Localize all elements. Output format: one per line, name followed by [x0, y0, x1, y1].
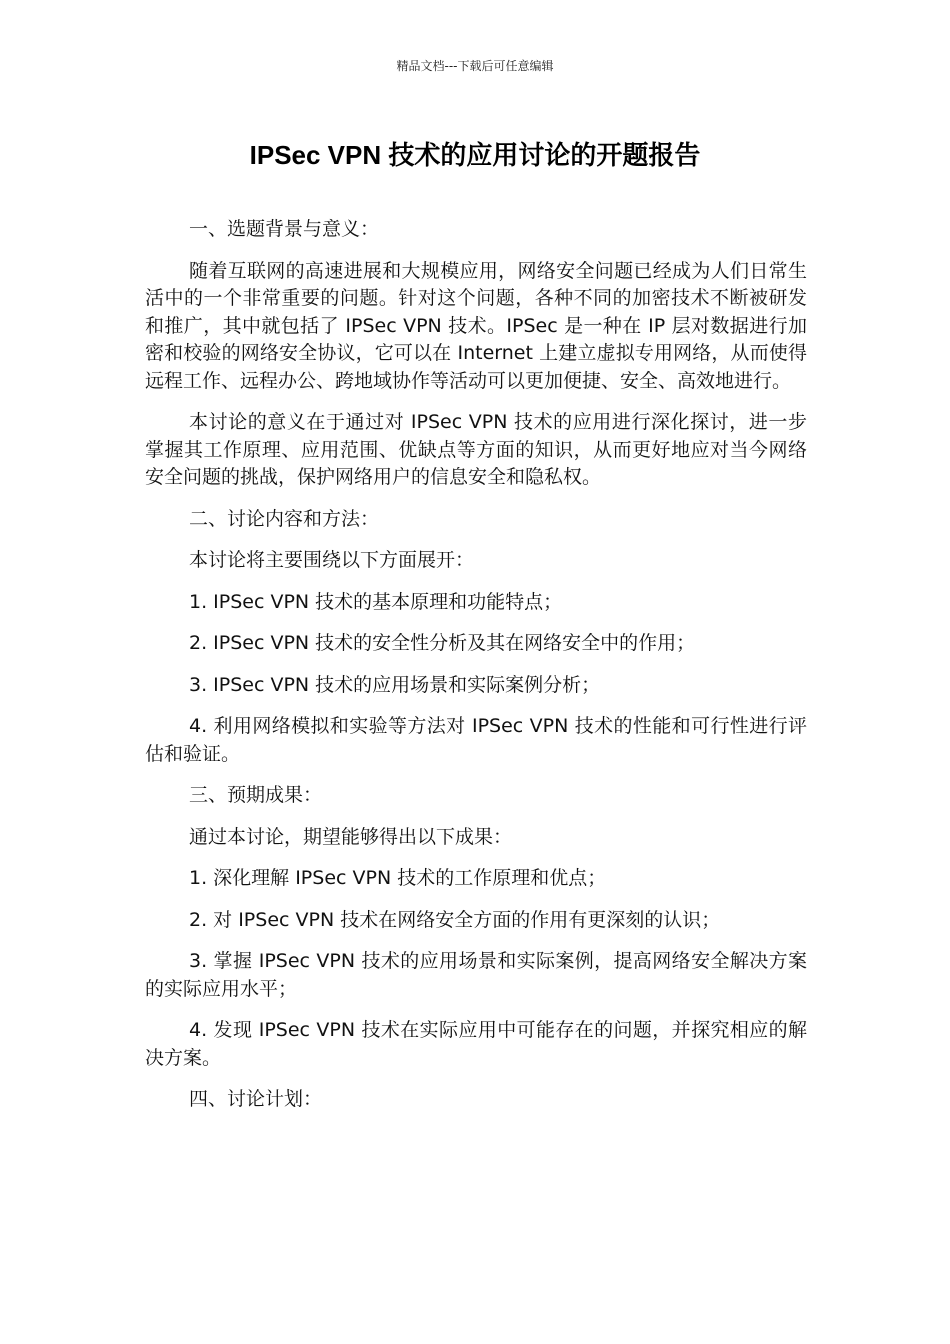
list-item-content-3: 3. IPSec VPN 技术的应用场景和实际案例分析； [189, 673, 601, 696]
list-item-content-1: 1. IPSec VPN 技术的基本原理和功能特点； [189, 590, 563, 613]
list-item-results-2: 2. 对 IPSec VPN 技术在网络安全方面的作用有更深刻的认识； [189, 908, 721, 931]
document-body [145, 216, 807, 1128]
paragraph-significance: 本讨论的意义在于通过对 IPSec VPN 技术的应用进行深化探讨，进一步掌握其工作原理、应用范围、优缺点等方面的知识，从而更好地应对当今网络安全问题的挑战，保护网络用户的信息安全和隐私权。 [145, 411, 807, 488]
list-item-results-1: 1. 深化理解 IPSec VPN 技术的工作原理和优点； [189, 867, 607, 889]
header-note: 精品文档---下载后可任意编辑 [396, 59, 554, 73]
section-heading-expected-results: 三、预期成果： [189, 784, 323, 806]
paragraph-background: 随着互联网的高速进展和大规模应用，网络安全问题已经成为人们日常生活中的一个非常重要的问题。针对这个问题，各种不同的加密技术不断被研发和推广，其中就包括了 IPSec VPN 技术。IPSec 是一种在 IP 层对数据进行加密和校验的网络安全协议，它可以在 Internet 上建立虚拟专用网络，从而使得远程工作、远程办公、跨地域协作等活动可以更加便捷、安全、高效地进行。 [145, 259, 807, 392]
paragraph-content-intro: 本讨论将主要围绕以下方面展开： [189, 549, 475, 571]
list-item-results-4: 4. 发现 IPSec VPN 技术在实际应用中可能存在的问题，并探究相应的解决方案。 [145, 1019, 807, 1069]
list-item-results-3: 3. 掌握 IPSec VPN 技术的应用场景和实际案例，提高网络安全解决方案的实际应用水平； [145, 950, 807, 1000]
section-heading-background: 一、选题背景与意义： [189, 218, 380, 240]
section-heading-content-methods: 二、讨论内容和方法： [189, 507, 380, 530]
list-item-content-2: 2. IPSec VPN 技术的安全性分析及其在网络安全中的作用； [189, 632, 696, 654]
list-item-content-4: 4. 利用网络模拟和实验等方法对 IPSec VPN 技术的性能和可行性进行评估和验证。 [145, 715, 807, 765]
paragraph-results-intro: 通过本讨论，期望能够得出以下成果： [189, 825, 513, 848]
section-heading-plan: 四、讨论计划： [189, 1088, 323, 1110]
document-title: IPSec VPN 技术的应用讨论的开题报告 [249, 140, 701, 170]
